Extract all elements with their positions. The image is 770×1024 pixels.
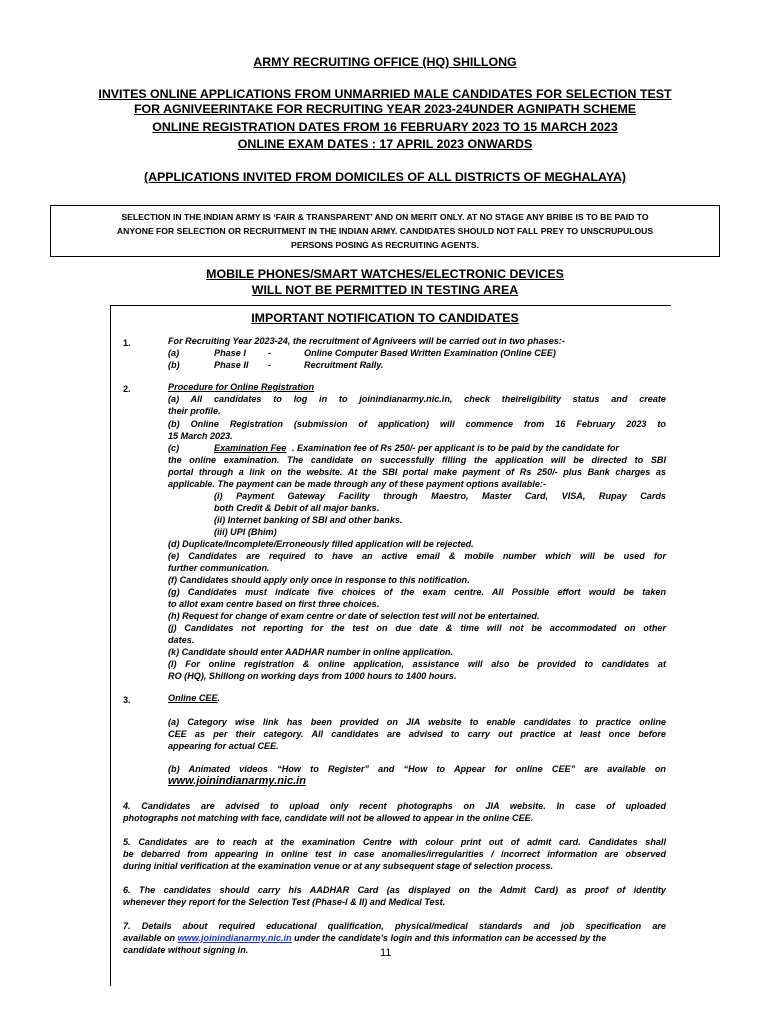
para-7-line-2-end: under the candidate’s login and this information can be accessed by the — [291, 933, 607, 943]
notification-title: IMPORTANT NOTIFICATION TO CANDIDATES — [251, 311, 519, 325]
para-1b-dash: - — [268, 360, 272, 370]
para-3-number: 3. — [123, 695, 131, 705]
para-6-line-2: whenever they report for the Selection Test (Phase-I & II) and Medical Test. — [123, 897, 446, 907]
para-3a-line-2: CEE as per their category. All candidates are advised to carry out practice at least once before — [168, 729, 666, 739]
para-1-text: For Recruiting Year 2023-24, the recruitment of Agniveers will be carried out in two phases:- — [168, 336, 565, 346]
para-2-title: Procedure for Online Registration — [168, 382, 315, 392]
para-5-line-2: be debarred from appearing in online test in case anomalies/irregularities / incorrect information are observed — [123, 849, 666, 859]
para-4-line-2: photographs not matching with face, candidate will not be allowed to appear in the online CEE. — [123, 813, 534, 823]
para-2c-line-4: applicable. The payment can be made through any of these payment options available:- — [168, 479, 546, 489]
para-2e-line-1: (e) Candidates are required to have an active email & mobile number which will be used for — [168, 551, 666, 561]
para-2b-line-2: 15 March 2023. — [168, 431, 233, 441]
page-number: 11 — [380, 947, 392, 959]
para-2b-line-1: (b) Online Registration (submission of application) will commence from 16 February 2023 to — [168, 419, 666, 429]
para-1a-label: (a) — [168, 348, 180, 358]
para-2j-line-1: (j) Candidates not reporting for the test on due date & time will not be accommodated on other — [168, 623, 666, 633]
para-3a-line-1: (a) Category wise link has been provided on JIA website to enable candidates to practice online — [168, 717, 666, 727]
para-7-line-2 — [123, 933, 606, 945]
heading-line-1: INVITES ONLINE APPLICATIONS FROM UNMARRIED MALE CANDIDATES FOR SELECTION TEST — [98, 87, 672, 101]
para-2k: (k) Candidate should enter AADHAR number in online application. — [168, 647, 454, 657]
para-2f: (f) Candidates should apply only once in response to this notification. — [168, 575, 470, 585]
warning-line-2: ANYONE FOR SELECTION OR RECRUITMENT IN THE INDIAN ARMY. CANDIDATES SHOULD NOT FALL PREY TO UNSCRUPULOUS — [116, 226, 654, 236]
para-2e-line-2: further communication. — [168, 563, 270, 573]
para-5-line-1: 5. Candidates are to reach at the examination Centre with colour print out of admit card. Candidates shall — [123, 837, 666, 847]
para-2h: (h) Request for change of exam centre or date of selection test will not be entertained. — [168, 611, 540, 621]
para-1-number: 1. — [123, 338, 131, 348]
para-1a-phase: Phase I — [214, 348, 246, 358]
para-1b-label: (b) — [168, 360, 180, 370]
para-4-line-1: 4. Candidates are advised to upload only recent photographs on JIA website. In case of uploaded — [123, 801, 666, 811]
para-2-number: 2. — [123, 384, 131, 394]
domicile-heading: (APPLICATIONS INVITED FROM DOMICILES OF ALL DISTRICTS OF MEGHALAYA) — [143, 170, 627, 184]
para-7-line-1: 7. Details about required educational qualification, physical/medical standards and job specification are — [123, 921, 666, 931]
para-7-line-2-start: available on — [123, 933, 178, 943]
para-2c-i-line-2: both Credit & Debit of all major banks. — [214, 503, 380, 513]
para-3-title-end: . — [217, 693, 221, 703]
para-2c-ii: (ii) Internet banking of SBI and other banks. — [214, 515, 403, 525]
para-2d: (d) Duplicate/Incomplete/Erroneously filled application will be rejected. — [168, 539, 474, 549]
para-2g-line-1: (g) Candidates must indicate five choices of the exam centre. All Possible effort would be taken — [168, 587, 666, 597]
para-7-line-3: candidate without signing in. — [123, 945, 249, 955]
para-5-line-3: during initial verification at the examination venue or at any subsequent stage of selection process. — [123, 861, 554, 871]
para-2c-line-1: . Examination fee of Rs 250/- per applicant is to be paid by the candidate for — [292, 443, 619, 453]
para-2a-line-1: (a) All candidates to log in to joinindianarmy.nic.in, check theireligibility status and create — [168, 394, 666, 404]
warning-line-3: PERSONS POSING AS RECRUITING AGENTS. — [291, 240, 479, 250]
joinindianarmy-link-bold[interactable]: www.joinindianarmy.nic.in — [168, 775, 306, 787]
para-3a-line-3: appearing for actual CEE. — [168, 741, 279, 751]
para-1b-phase: Phase II — [214, 360, 249, 370]
para-2a-line-2: their profile. — [168, 406, 221, 416]
para-2c-line-3: portal through a link on the website. At the SBI portal make payment of Rs 250/- plus Bank charges as — [168, 467, 666, 477]
devices-warning-line-1: MOBILE PHONES/SMART WATCHES/ELECTRONIC DEVICES — [206, 267, 564, 281]
para-2c-i-line-1: (i) Payment Gateway Facility through Maestro, Master Card, VISA, Rupay Cards — [214, 491, 666, 501]
para-2c-label: (c) — [168, 443, 180, 453]
heading-line-4: ONLINE EXAM DATES : 17 APRIL 2023 ONWARDS — [237, 137, 533, 151]
para-2j-line-2: dates. — [168, 635, 195, 645]
para-2l-line-2: RO (HQ), Shillong on working days from 1000 hours to 1400 hours. — [168, 671, 457, 681]
para-1a-desc: Online Computer Based Written Examination (Online CEE) — [304, 348, 556, 358]
para-6-line-1: 6. The candidates should carry his AADHAR Card (as displayed on the Admit Card) as proof of identity — [123, 885, 666, 895]
warning-line-1: SELECTION IN THE INDIAN ARMY IS ‘FAIR & TRANSPARENT’ AND ON MERIT ONLY. AT NO STAGE ANY BRIBE IS TO BE PAID TO — [121, 212, 649, 222]
para-2g-line-2: to allot exam centre based on first three choices. — [168, 599, 380, 609]
devices-warning-line-2: WILL NOT BE PERMITTED IN TESTING AREA — [251, 283, 519, 297]
office-heading: ARMY RECRUITING OFFICE (HQ) SHILLONG — [253, 55, 517, 69]
para-2c-iii: (iii) UPI (Bhim) — [214, 527, 277, 537]
heading-line-2: FOR AGNIVEERINTAKE FOR RECRUITING YEAR 2023-24UNDER AGNIPATH SCHEME — [133, 102, 637, 116]
para-3-title-wrap — [168, 693, 220, 705]
anti-bribe-notice-box — [50, 205, 720, 257]
para-3-title: Online CEE — [168, 693, 218, 703]
para-2c-line-2: the online examination. The candidate on successfully filling the application will be directed to SBI — [168, 455, 666, 465]
para-1b-desc: Recruitment Rally. — [304, 360, 384, 370]
para-1a-dash: - — [268, 348, 272, 358]
para-2l-line-1: (l) For online registration & online application, assistance will also be provided to candidates at — [168, 659, 666, 669]
para-3b-line-1: (b) Animated videos “How to Register” and “How to Appear for online CEE” are available on — [168, 764, 666, 774]
para-2c-title: Examination Fee — [214, 443, 287, 453]
joinindianarmy-link[interactable]: www.joinindianarmy.nic.in — [177, 933, 292, 943]
heading-line-3: ONLINE REGISTRATION DATES FROM 16 FEBRUARY 2023 TO 15 MARCH 2023 — [152, 120, 618, 134]
